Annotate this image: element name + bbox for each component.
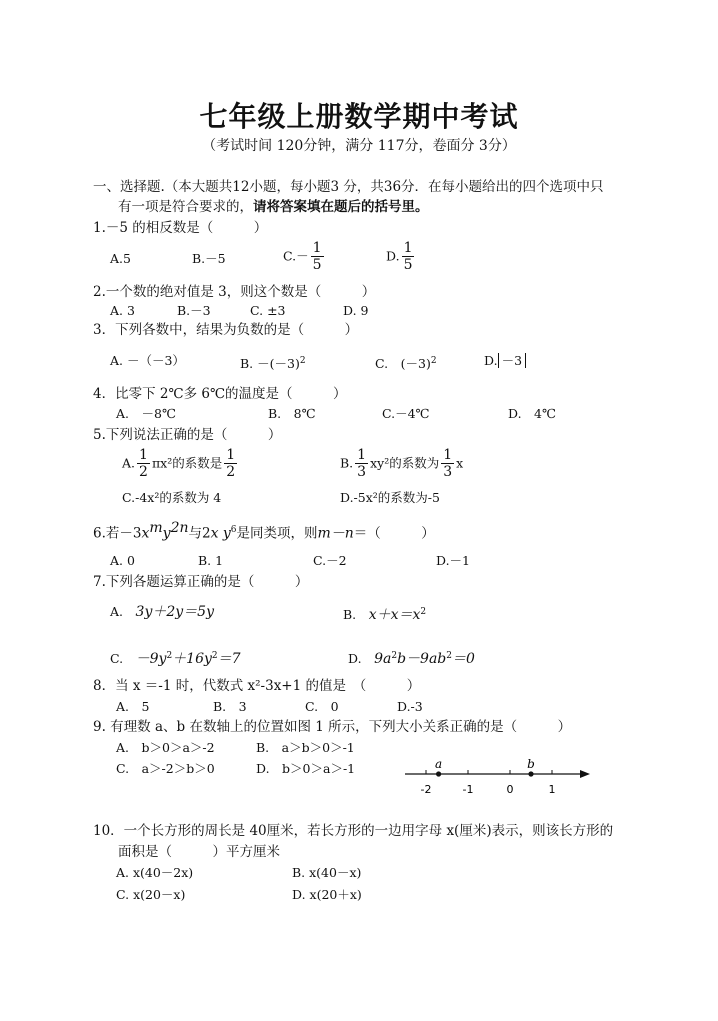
fraction: $\frac{1}{3}$ xyxy=(357,447,367,480)
number-line-tick-label: 1 xyxy=(548,783,556,796)
q1-option-c: C.－ $\frac{1}{5}$ xyxy=(283,240,322,273)
q2-option-b: B.－3 xyxy=(177,303,211,318)
q9-option-a: A. b＞0＞a＞-2 xyxy=(116,740,215,755)
exam-title: 七年级上册数学期中考试 xyxy=(199,100,519,133)
q9-option-b: B. a＞b＞0＞-1 xyxy=(256,740,355,755)
q5-option-b: B. $\frac{1}{3}$ xy²的系数为 $\frac{1}{3}$ x xyxy=(340,447,464,480)
fraction: $\frac{1}{2}$ xyxy=(139,447,148,480)
point-a-label: a xyxy=(435,757,443,771)
q6-option-c: C.－2 xyxy=(313,553,347,568)
q2-stem: 2.一个数的绝对值是 3，则这个数是（ ） xyxy=(93,284,376,300)
section-heading-line1: 一、选择题.（本大题共12小题，每小题3 分，共36分．在每小题给出的四个选项中只 xyxy=(93,179,604,195)
q4-option-c: C.－4℃ xyxy=(382,406,430,421)
q1-stem: 1.－5 的相反数是（ ） xyxy=(93,220,268,236)
q8-option-c: C. 0 xyxy=(305,699,339,714)
q5-stem: 5.下列说法正确的是（ ） xyxy=(93,427,282,443)
q3-option-c: C. $(-3)^2$ xyxy=(375,356,437,372)
q4-stem: 4．比零下 2℃多 6℃的温度是（ ） xyxy=(93,386,347,402)
q10-stem-line1: 10．一个长方形的周长是 40厘米，若长方形的一边用字母 x(厘米)表示，则该长方形的 xyxy=(93,823,614,839)
q5-option-c: C.-4x²的系数为 4 xyxy=(122,490,222,505)
number-line-tick-label: -1 xyxy=(462,783,474,796)
q1-option-b: B.－5 xyxy=(192,251,226,266)
q8-option-b: B. 3 xyxy=(213,699,247,714)
q6-stem: 6.若$-3x^my^{2n}$与2x $y^6$是同类项，则m－n＝（ ） xyxy=(93,520,435,542)
q1-option-d: D. $\frac{1}{5}$ xyxy=(386,240,413,273)
fraction: $\frac{1}{2}$ xyxy=(226,447,236,480)
section-instruction-bold: 请将答案填在题后的括号里。 xyxy=(253,199,429,215)
number-line-tick-label: 0 xyxy=(506,783,514,796)
q8-option-a: A. 5 xyxy=(116,699,150,714)
q10-option-a: A. x(40－2x) xyxy=(116,865,194,880)
q3-option-b: B. $-(-3)^2$ xyxy=(240,356,306,372)
q4-option-d: D. 4℃ xyxy=(508,406,556,421)
point-b-label: b xyxy=(527,757,535,771)
q10-option-c: C. x(20－x) xyxy=(116,887,186,902)
point-b-marker xyxy=(528,771,533,776)
q7-stem: 7.下列各题运算正确的是（ ） xyxy=(93,574,309,590)
number-line-figure xyxy=(400,752,600,802)
q7-option-c: C. $-9y^2+16y^2=7$ xyxy=(110,651,241,668)
q10-option-b: B. x(40－x) xyxy=(292,865,362,880)
point-a-marker xyxy=(436,771,441,776)
fraction: $\frac{1}{5}$ xyxy=(312,240,322,273)
q9-option-d: D. b＞0＞a＞-1 xyxy=(256,761,356,776)
q7-option-b: B. $x+x=x^2$ xyxy=(343,607,427,624)
q8-stem: 8．当 x ＝-1 时，代数式 x²-3x+1 的值是 （ ） xyxy=(93,678,421,694)
q9-option-c: C. a＞-2＞b＞0 xyxy=(116,761,215,776)
section-instruction: 有一项是符合要求的， xyxy=(118,199,253,215)
exam-subtitle: （考试时间 120分钟，满分 117分，卷面分 3分） xyxy=(202,138,516,154)
q6-option-a: A. 0 xyxy=(110,553,135,568)
number-line-arrow xyxy=(580,770,590,778)
q7-option-d: D. $9a^2b-9ab^2=0$ xyxy=(348,651,475,668)
q8-option-d: D.-3 xyxy=(397,699,423,714)
q6-option-d: D.－1 xyxy=(436,553,471,568)
q10-option-d: D. x(20＋x) xyxy=(292,887,362,902)
q2-option-d: D. 9 xyxy=(343,303,369,318)
q2-option-c: C. ±3 xyxy=(250,303,286,318)
q7-option-a: A. 3y＋2y＝5y xyxy=(110,604,214,620)
fraction: $\frac{1}{3}$ xyxy=(443,447,453,480)
number-line-labels xyxy=(421,783,556,796)
q3-option-a: A. －（－3） xyxy=(110,353,185,368)
number-line-tick-label: -2 xyxy=(420,783,432,796)
q3-stem: 3．下列各数中，结果为负数的是（ ） xyxy=(93,322,359,338)
q5-option-a: A. $\frac{1}{2}$ πx²的系数是 $\frac{1}{2}$ xyxy=(122,447,236,480)
q10-stem-line2: 面积是（ ）平方厘米 xyxy=(118,844,280,860)
section-heading-line2 xyxy=(118,198,429,216)
q5-option-d: D.-5x²的系数为-5 xyxy=(340,490,440,505)
fraction: $\frac{1}{5}$ xyxy=(403,240,413,273)
q4-option-a: A. －8℃ xyxy=(116,406,176,421)
q6-option-b: B. 1 xyxy=(198,553,224,568)
q1-option-a: A.5 xyxy=(110,251,131,266)
q9-stem: 9. 有理数 a、b 在数轴上的位置如图 1 所示，下列大小关系正确的是（ ） xyxy=(93,719,572,735)
q3-option-d: D. －3 xyxy=(484,352,526,370)
q4-option-b: B. 8℃ xyxy=(268,406,316,421)
q2-option-a: A. 3 xyxy=(110,303,135,318)
